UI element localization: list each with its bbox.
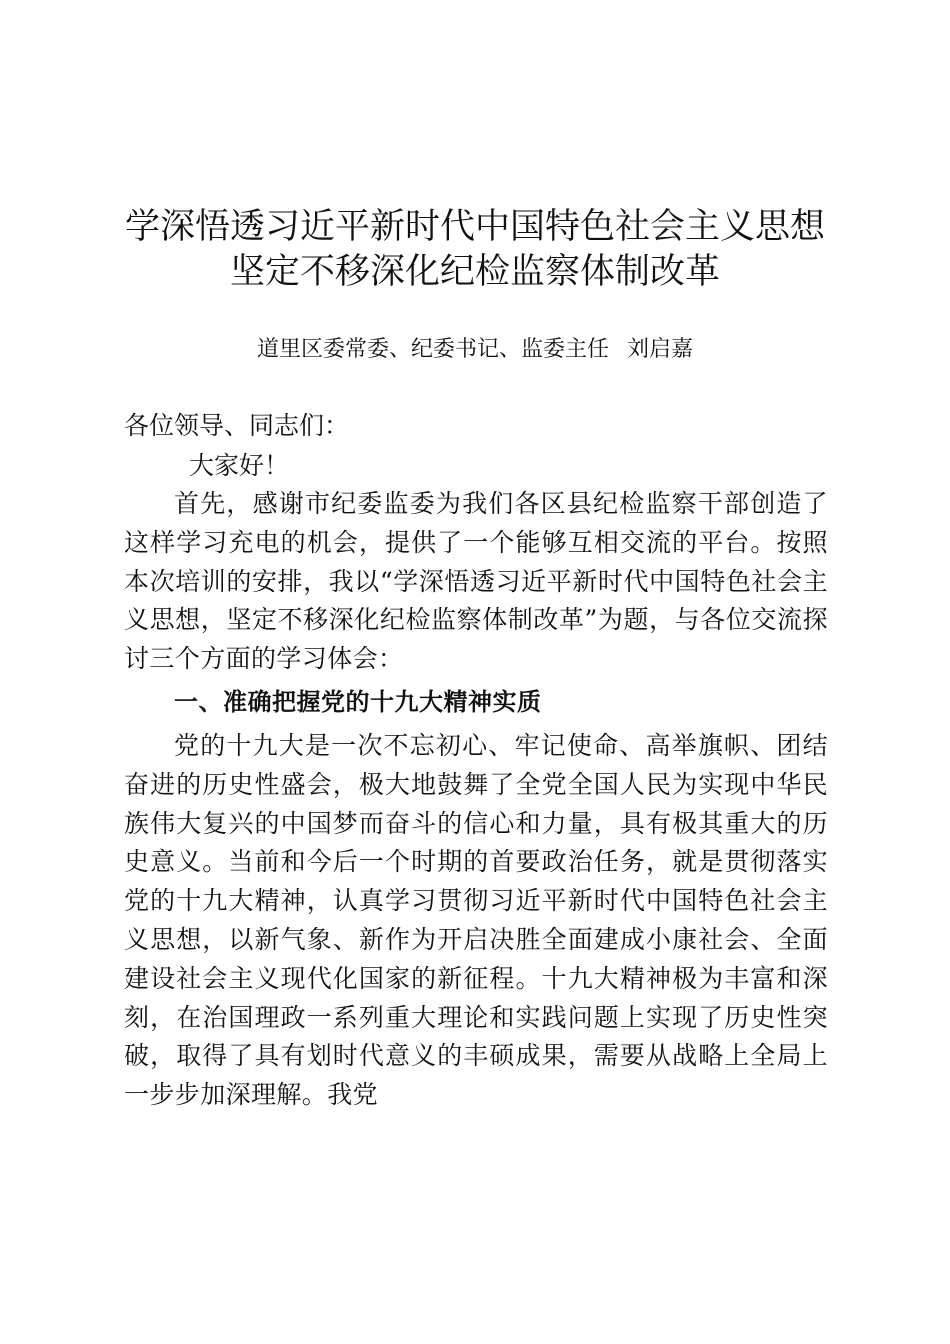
author-name: 刘启嘉 [627,337,694,362]
paragraph-section1: 党的十九大是一次不忘初心、牢记使命、高举旗帜、团结奋进的历史性盛会，极大地鼓舞了全党全国人民为实现中华民族伟大复兴的中国梦而奋斗的信心和力量，具有极其重大的历史意义。当前和今后一个时期的首要政治任务，就是贯彻落实党的十九大精神，认真学习贯彻习近平新时代中国特色社会主义思想，以新气象、新作为开启决胜全面建成小康社会、全面建设社会主义现代化国家的新征程。十九大精神极为丰富和深刻，在治国理政一系列重大理论和实践问题上实现了历史性突破，取得了具有划时代意义的丰硕成果，需要从战略上全局上一步步加深理解。我党 [124,731,828,1110]
author-byline [60,336,890,364]
document-title-line1: 学深悟透习近平新时代中国特色社会主义思想 [124,207,825,247]
section-heading-1: 一、准确把握党的十九大精神实质 [174,688,542,716]
paragraph-intro: 首先，感谢市纪委监委为我们各区县纪检监察干部创造了这样学习充电的机会，提供了一个能够互相交流的平台。按照本次培训的安排，我以“学深悟透习近平新时代中国特色社会主义思想，坚定不移深化纪检监察体制改革”为题，与各位交流探讨三个方面的学习体会： [124,489,828,674]
greeting: 大家好！ [189,451,290,480]
author-position: 道里区委常委、纪委书记、监委主任 [256,337,609,362]
document-title-line2: 坚定不移深化纪检监察体制改革 [229,252,720,292]
salutation: 各位领导、同志们： [124,411,350,440]
